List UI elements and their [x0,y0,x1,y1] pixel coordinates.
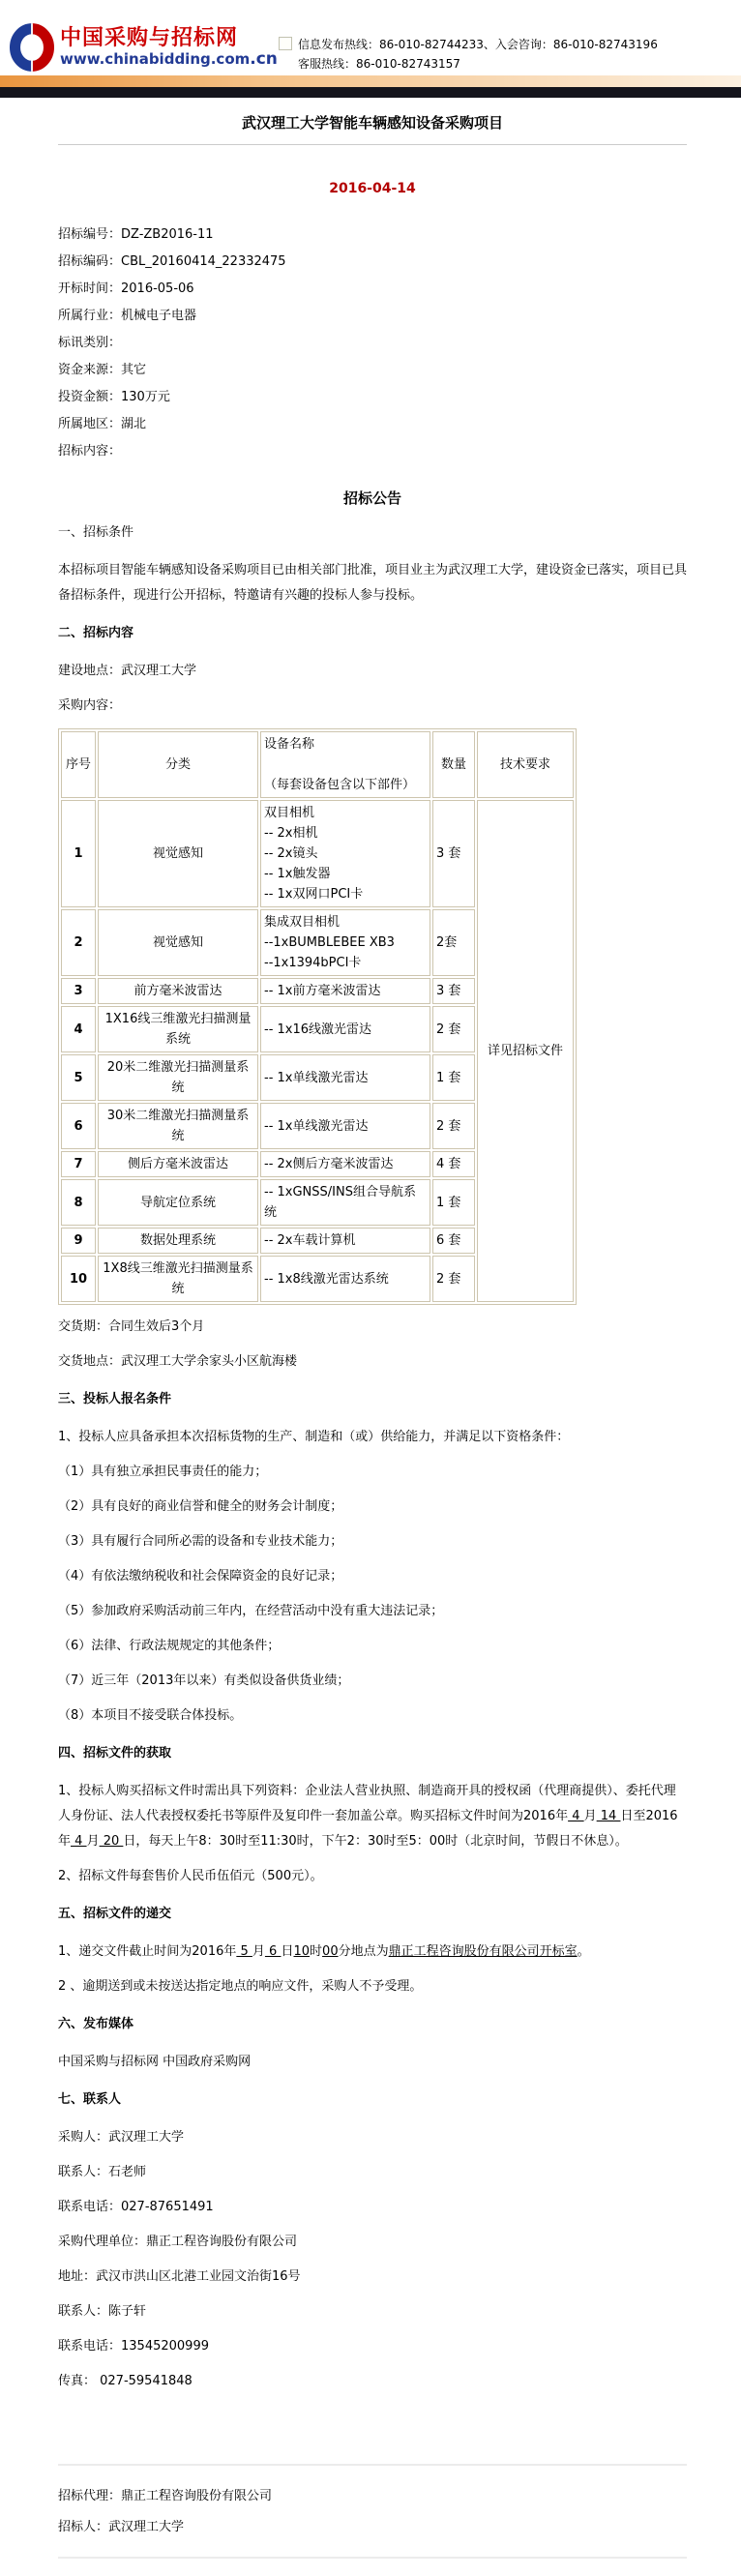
text-segment: 日，每天上午8：30时至11:30时，下午2：30时至5：00时（北京时间，节假日不休息）。 [123,1834,628,1849]
cell-qty: 3 套 [432,800,475,907]
table-row [61,800,574,907]
cell-devices [260,800,430,907]
device-line: -- 1x8线激光雷达系统 [264,1271,389,1287]
paragraph: （4）有依法缴纳税收和社会保障资金的良好记录； [58,1569,343,1584]
text-segment: 月 [252,1944,265,1959]
bullet-checkbox-icon [279,37,292,50]
text-segment: 月 [86,1834,100,1849]
device-line: 集成双目相机 [264,915,341,930]
paragraph: 交货地点：武汉理工大学余家头小区航海楼 [58,1354,298,1369]
cell-qty: 1 套 [432,1179,475,1226]
cell-no: 2 [61,909,96,976]
cell-qty: 2 套 [432,1256,475,1302]
cell-devices [260,1006,430,1052]
cell-category: 视觉感知 [98,909,258,976]
cell-devices [260,1054,430,1101]
cell-category: 视觉感知 [98,800,258,907]
text-segment: 1、投标人购买招标文件时需出具下列资料：企业法人营业执照、制造商开具的授权函（代理商提供）、委托代理人身份证、法人代表授权委托书等原件及复印件一套加盖公章。购买招标文件时间为2016年 [58,1784,676,1823]
device-line: -- 2x车载计算机 [264,1233,356,1248]
paragraph: （8）本项目不接受联合体投标。 [58,1708,243,1723]
footer-divider-bottom [58,2557,687,2559]
paragraph: （3）具有履行合同所必需的设备和专业技术能力； [58,1534,343,1549]
section-heading: 四、招标文件的获取 [58,1746,172,1761]
site-logo[interactable] [10,23,278,72]
device-line: 双目相机 [264,806,315,820]
device-line: -- 2x侧后方毫米波雷达 [264,1157,394,1171]
paragraph-rich [58,1939,687,1965]
paragraph: 2 、逾期送到或未按送达指定地点的响应文件，采购人不予受理。 [58,1979,423,1994]
text-segment: 。 [577,1944,590,1959]
cell-qty: 2 套 [432,1103,475,1149]
paragraph: 采购人：武汉理工大学 [58,2130,185,2145]
paragraph: 中国采购与招标网 中国政府采购网 [58,2055,252,2069]
announcement-body [58,520,687,2394]
underlined-text: 5 [236,1944,252,1959]
cell-category: 导航定位系统 [98,1179,258,1226]
cell-devices [260,1151,430,1177]
cell-qty: 2 套 [432,1006,475,1052]
cell-category: 1X8线三维激光扫描测量系统 [98,1256,258,1302]
procurement-table [58,728,577,1305]
cell-devices [260,1103,430,1149]
section-heading: 五、招标文件的递交 [58,1907,172,1921]
device-line: -- 1x触发器 [264,867,331,881]
cell-category: 侧后方毫米波雷达 [98,1151,258,1177]
underlined-text: 4 [568,1809,584,1823]
underlined-text: 10 [293,1944,311,1959]
footer-divider-top [58,2464,687,2466]
paragraph: （2）具有良好的商业信誉和健全的财务会计制度； [58,1499,343,1514]
hotline-block [279,35,658,74]
publish-date: 2016-04-14 [329,181,416,196]
paragraph: （1）具有独立承担民事责任的能力； [58,1465,268,1479]
meta-field: 所属行业：机械电子电器 [58,309,197,323]
cell-no: 1 [61,800,96,907]
cell-no: 10 [61,1256,96,1302]
device-line: --1x1394bPCI卡 [264,956,362,970]
meta-field: 招标编码：CBL_20160414_22332475 [58,254,286,269]
cell-no: 8 [61,1179,96,1226]
meta-field: 标讯类别： [58,336,122,350]
logo-site-name: 中国采购与招标网 [60,26,239,50]
section-heading: 七、联系人 [58,2092,122,2107]
paragraph: 1、投标人应具备承担本次招标货物的生产、制造和（或）供给能力，并满足以下资格条件： [58,1430,570,1444]
paragraph: 采购内容： [58,698,122,713]
orange-gradient-bar [0,75,741,87]
header-gap [264,755,427,775]
page-footer [58,2464,687,2576]
cell-devices [260,909,430,976]
paragraph: 联系电话：13545200999 [58,2339,209,2354]
cell-category: 20米二维激光扫描测量系统 [98,1054,258,1101]
paragraph: 地址：武汉市洪山区北港工业园文治街16号 [58,2269,301,2284]
section-heading: 六、发布媒体 [58,2017,134,2031]
device-line: -- 1x前方毫米波雷达 [264,984,381,998]
cell-no: 7 [61,1151,96,1177]
cell-qty: 3 套 [432,978,475,1004]
paragraph: 联系人：石老师 [58,2165,147,2179]
cell-no: 4 [61,1006,96,1052]
text-segment: 月 [583,1809,597,1823]
announcement-heading: 招标公告 [342,489,401,507]
device-line: -- 1x16线激光雷达 [264,1022,372,1037]
cell-qty: 2套 [432,909,475,976]
text-segment: 时 [310,1944,323,1959]
paragraph-rich [58,1779,687,1854]
cell-devices [260,1256,430,1302]
logo-swirl-icon [10,23,54,72]
underlined-text: 6 [264,1944,282,1959]
underlined-text: 14 [596,1809,621,1823]
dark-divider-bar [0,87,741,98]
meta-field: 投资金额：130万元 [58,390,170,404]
cell-qty: 6 套 [432,1228,475,1254]
table-header-row [61,731,574,798]
paragraph: 交货期：合同生效后3个月 [58,1319,205,1334]
col-header-device-line2: （每套设备包含以下部件） [264,778,416,792]
cell-no: 9 [61,1228,96,1254]
cell-category: 数据处理系统 [98,1228,258,1254]
cell-qty: 4 套 [432,1151,475,1177]
device-line: -- 1x双网口PCI卡 [264,887,364,902]
hotline-line-1: 信息发布热线：86-010-82744233、入会咨询：86-010-82743196 [279,35,658,54]
meta-field: 开标时间：2016-05-06 [58,281,194,296]
cell-devices [260,1228,430,1254]
col-header-category: 分类 [98,731,258,798]
underlined-text: 4 [71,1834,87,1849]
logo-site-url: www.chinabidding.com.cn [60,49,278,69]
col-header-tech: 技术要求 [477,731,574,798]
cell-devices [260,1179,430,1226]
paragraph: （7）近三年（2013年以来）有类似设备供货业绩； [58,1673,350,1688]
cell-category: 前方毫米波雷达 [98,978,258,1004]
paragraph: 联系人：陈子轩 [58,2304,147,2319]
device-line: -- 1xGNSS/INS组合导航系统 [264,1185,416,1220]
text-segment: 日至2016年 [58,1809,678,1849]
paragraph: 传真： 027-59541848 [58,2374,193,2388]
device-line: -- 2x相机 [264,826,318,841]
footer-lines [58,2481,687,2543]
cell-no: 3 [61,978,96,1004]
device-line: -- 1x单线激光雷达 [264,1118,369,1134]
section-heading: 三、投标人报名条件 [58,1392,172,1406]
paragraph: （6）法律、行政法规规定的其他条件； [58,1639,281,1653]
paragraph: （5）参加政府采购活动前三年内，在经营活动中没有重大违法记录； [58,1604,444,1618]
col-header-device [260,731,430,798]
device-line: -- 1x单线激光雷达 [264,1070,369,1085]
footer-line: 招标人：武汉理工大学 [58,2520,185,2534]
page-title: 武汉理工大学智能车辆感知设备采购项目 [241,114,503,132]
text-segment: 1、递交文件截止时间为2016年 [58,1944,237,1959]
paragraph: 2、招标文件每套售价人民币伍佰元（500元）。 [58,1869,323,1883]
underlined-text: 20 [99,1834,124,1849]
cell-tech-requirement: 详见招标文件 [477,800,574,1302]
cell-no: 6 [61,1103,96,1149]
cell-category: 30米二维激光扫描测量系统 [98,1103,258,1149]
meta-field: 招标编号：DZ-ZB2016-11 [58,227,214,242]
col-header-device-line1: 设备名称 [264,737,315,752]
col-header-qty: 数量 [432,731,475,798]
cell-category: 1X16线三维激光扫描测量系统 [98,1006,258,1052]
site-header [0,0,741,75]
meta-field: 招标内容： [58,444,122,459]
underlined-text: 鼎正工程咨询股份有限公司开标室 [388,1944,578,1959]
cell-no: 5 [61,1054,96,1101]
footer-line: 招标代理：鼎正工程咨询股份有限公司 [58,2489,273,2503]
cell-qty: 1 套 [432,1054,475,1101]
announcement-page [0,112,741,2576]
paragraph: 采购代理单位：鼎正工程咨询股份有限公司 [58,2235,298,2249]
title-divider [58,144,687,145]
text-segment: 日 [281,1944,294,1959]
logo-text [60,27,278,68]
section-heading: 二、招标内容 [58,626,134,640]
text-segment: 分地点为 [338,1944,389,1959]
hotline-line-2: 客服热线：86-010-82743157 [298,57,460,71]
paragraph: 建设地点：武汉理工大学 [58,664,197,678]
meta-field: 资金来源：其它 [58,363,147,377]
paragraph: 本招标项目智能车辆感知设备采购项目已由相关部门批准，项目业主为武汉理工大学，建设资金已落实，项目已具备招标条件，现进行公开招标，特邀请有兴趣的投标人参与投标。 [58,563,688,603]
paragraph: 联系电话：027-87651491 [58,2200,214,2214]
meta-list [58,222,687,465]
cell-devices [260,978,430,1004]
meta-field: 所属地区：湖北 [58,417,147,431]
device-line: -- 2x镜头 [264,846,318,861]
underlined-text: 00 [322,1944,339,1959]
section-heading: 一、招标条件 [58,525,134,540]
device-line: --1xBUMBLEBEE XB3 [264,935,395,950]
col-header-no: 序号 [61,731,96,798]
